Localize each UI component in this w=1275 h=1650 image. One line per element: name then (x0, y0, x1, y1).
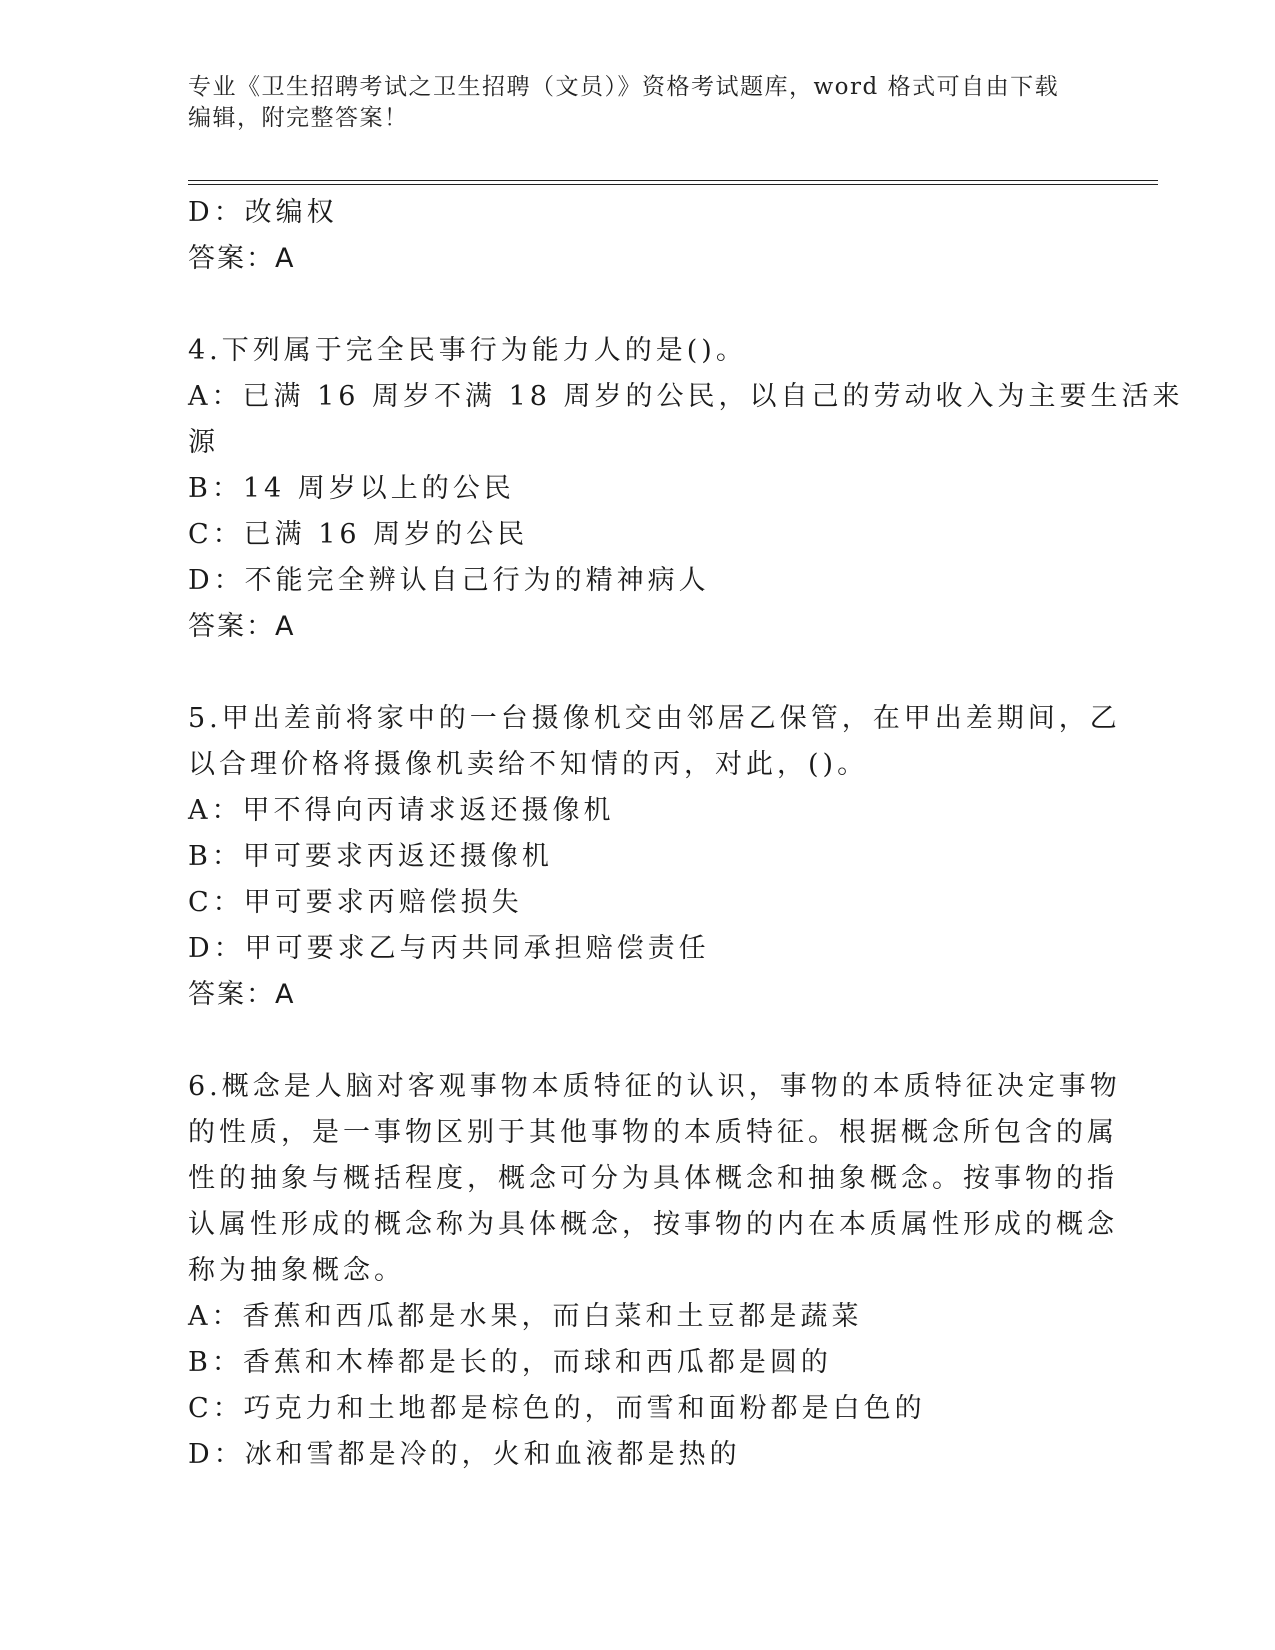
q6-stem-line-3: 性的抽象与概括程度，概念可分为具体概念和抽象概念。按事物的指 (188, 1163, 1118, 1194)
q5-stem-line-2: 以合理价格将摄像机卖给不知情的丙，对此，()。 (188, 749, 869, 780)
header-line-2: 编辑，附完整答案！ (188, 105, 409, 131)
q6-option-b: B：香蕉和木棒都是长的，而球和西瓜都是圆的 (188, 1347, 832, 1378)
q6-stem-line-5: 称为抽象概念。 (188, 1255, 405, 1286)
q5-answer: 答案：A (188, 979, 296, 1010)
q4-option-c: C：已满 16 周岁的公民 (188, 519, 529, 550)
spacer (188, 650, 1088, 696)
q6-stem-line-4: 认属性形成的概念称为具体概念，按事物的内在本质属性形成的概念 (188, 1209, 1118, 1240)
q5-option-a: A：甲不得向丙请求返还摄像机 (188, 795, 615, 826)
q5-option-d: D：甲可要求乙与丙共同承担赔偿责任 (188, 933, 710, 964)
q6-option-c: C：巧克力和土地都是棕色的，而雪和面粉都是白色的 (188, 1393, 926, 1424)
document-header (188, 72, 1088, 134)
q5-option-b: B：甲可要求丙返还摄像机 (188, 841, 553, 872)
q4-answer: 答案：A (188, 611, 296, 642)
q4-option-b: B：14 周岁以上的公民 (188, 473, 515, 504)
q3-answer: 答案：A (188, 243, 296, 274)
q6-option-a: A：香蕉和西瓜都是水果，而白菜和土豆都是蔬菜 (188, 1301, 863, 1332)
spacer (188, 1018, 1088, 1064)
q6-stem-line-1: 6.概念是人脑对客观事物本质特征的认识，事物的本质特征决定事物 (188, 1071, 1121, 1102)
q6-stem-line-2: 的性质，是一事物区别于其他事物的本质特征。根据概念所包含的属 (188, 1117, 1118, 1148)
q3-option-d: D：改编权 (188, 197, 338, 228)
spacer (188, 282, 1088, 328)
q4-option-a-line-1: A：已满 16 周岁不满 18 周岁的公民，以自己的劳动收入为主要生活来 (188, 381, 1184, 412)
q6-option-d: D：冰和雪都是冷的，火和血液都是热的 (188, 1439, 741, 1470)
header-divider-top (188, 180, 1158, 181)
header-divider-bottom (188, 184, 1158, 185)
q4-option-a-line-2: 源 (188, 427, 219, 458)
q4-option-d: D：不能完全辨认自己行为的精神病人 (188, 565, 710, 596)
q5-stem-line-1: 5.甲出差前将家中的一台摄像机交由邻居乙保管，在甲出差期间，乙 (188, 703, 1121, 734)
question-content (188, 190, 1184, 1478)
q4-stem: 4.下列属于完全民事行为能力人的是()。 (188, 335, 747, 366)
q5-option-c: C：甲可要求丙赔偿损失 (188, 887, 523, 918)
header-line-1: 专业《卫生招聘考试之卫生招聘（文员）》资格考试题库，word 格式可自由下载 (188, 74, 1060, 100)
